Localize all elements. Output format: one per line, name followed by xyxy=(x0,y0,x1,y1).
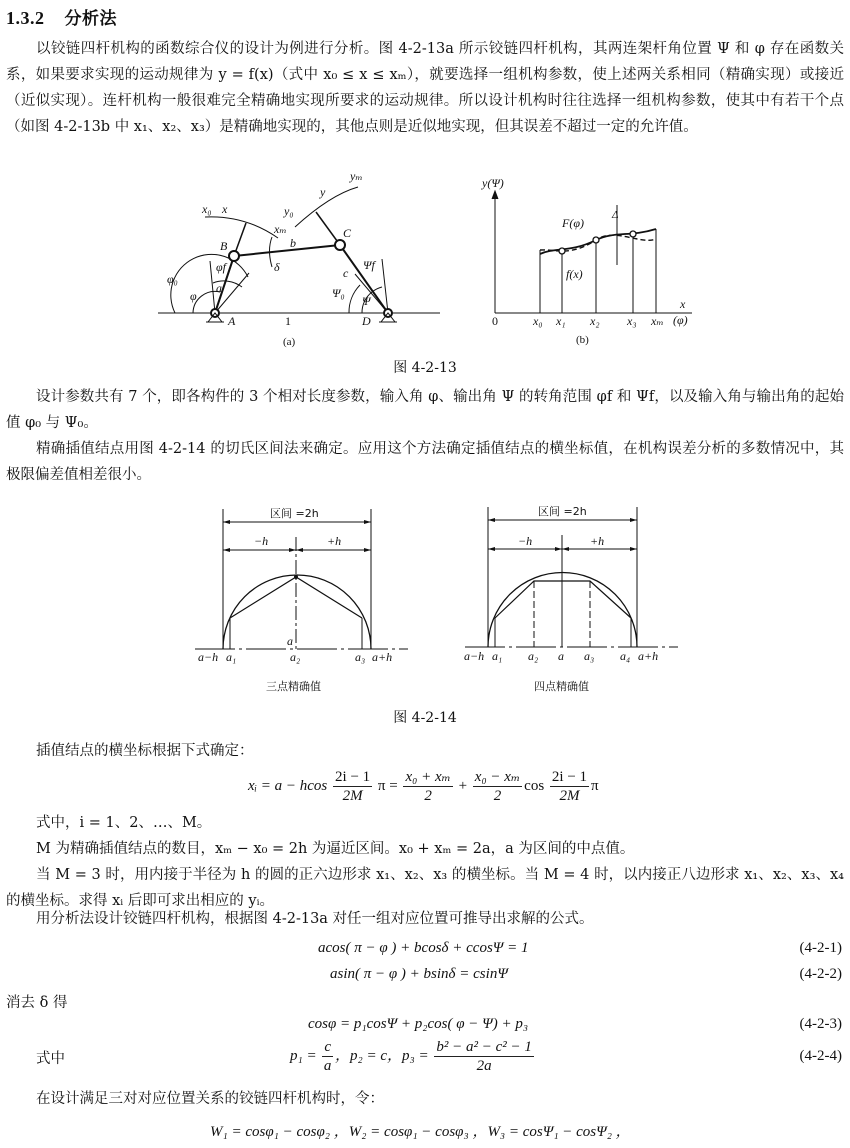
equation-W: W₁ = cosφ₁ − cosφ₂ ，W₂ = cosφ₁ − cosφ₃ ，W₃ = cosΨ₁ − cosΨ₂ ， xyxy=(210,1124,631,1140)
label-A: A xyxy=(228,314,236,328)
figure-4-2-13a xyxy=(150,165,450,355)
label-phif: φf xyxy=(216,260,226,274)
label-x: x xyxy=(222,202,228,216)
label-xaxis: x xyxy=(680,297,686,311)
label-ym: yₘ xyxy=(350,169,363,183)
equation-number-4-2-4: (4-2-4) xyxy=(799,1048,842,1064)
tick-a-plus-h: a+h xyxy=(372,650,393,664)
paragraph-nodes-intro: 插值结点的横坐标根据下式确定： xyxy=(36,743,254,759)
section-title: 分析法 xyxy=(64,9,117,29)
equation-number-4-2-2: (4-2-2) xyxy=(799,966,842,982)
tick-a-minus-h: a−h xyxy=(464,649,485,663)
sublabel-b: (b) xyxy=(576,334,589,346)
figure-13-caption: 图 4-2-13 xyxy=(393,360,457,376)
equation-number-4-2-3: (4-2-3) xyxy=(799,1016,842,1032)
link-c-ext xyxy=(316,212,340,245)
label-C: C xyxy=(343,226,352,240)
label-D: D xyxy=(362,314,371,328)
tick-a-minus-h: a−h xyxy=(198,650,219,664)
label-interval: 区间 =2h xyxy=(538,505,587,518)
psi0-arc xyxy=(349,285,360,313)
tick-a-plus-h: a+h xyxy=(638,649,659,663)
tick-a2: a₂ xyxy=(290,650,301,664)
link-b xyxy=(234,245,340,256)
label-plus-h: +h xyxy=(590,534,605,548)
ref-line xyxy=(210,261,215,313)
label-b: b xyxy=(290,236,296,250)
label-xm: xₘ xyxy=(651,314,664,328)
node-x2 xyxy=(593,237,599,243)
label-delta: Δ xyxy=(612,209,619,221)
psif-arc xyxy=(372,287,382,292)
tick-a3: a₃ xyxy=(584,649,595,663)
label-plus-h: +h xyxy=(327,534,342,548)
paragraph-eliminate-delta: 消去 δ 得 xyxy=(6,995,68,1011)
figure-14-caption: 图 4-2-14 xyxy=(393,710,457,726)
node-x1 xyxy=(559,248,565,254)
figure-4-2-13b xyxy=(470,165,700,355)
label-delta: δ xyxy=(274,260,280,274)
label-phi0: φ₀ xyxy=(167,272,178,286)
label-yaxis: y(Ψ) xyxy=(482,176,504,190)
tick-a2: a₂ xyxy=(528,649,539,663)
paragraph-where-i: 式中，i = 1、2、…、M。 xyxy=(36,815,212,831)
figure-4-2-14-left xyxy=(180,495,420,700)
section-number: 1.3.2 xyxy=(6,8,45,28)
label-psif: Ψf xyxy=(363,258,375,272)
tick-a3: a₃ xyxy=(355,650,366,664)
label-F: F(φ) xyxy=(562,216,584,230)
tick-a4: a₄ xyxy=(620,649,631,663)
label-c: c xyxy=(343,266,349,280)
label-x3: x₃ xyxy=(627,314,637,328)
label-psi0: Ψ₀ xyxy=(332,286,345,300)
label-where: 式中 xyxy=(36,1051,65,1067)
label-xaxis2: (φ) xyxy=(673,313,688,327)
label-x1: x₁ xyxy=(556,314,566,328)
tick-a1: a₁ xyxy=(492,649,503,663)
label-psi: Ψ xyxy=(362,294,371,308)
paragraph-M-cases: 当 M = 3 时，用内接于半径为 h 的圆的正六边形求 x₁、x₂、x₃ 的横坐标。当 M = 4 时，以内接正八边形求 x₁、x₂、x₃、x₄ 的横坐标。求得 xᵢ 后即可求出相应的 yᵢ。 xyxy=(6,867,844,909)
figure-4-2-14-right xyxy=(450,495,690,700)
label-minus-h: −h xyxy=(518,534,533,548)
paragraph-M-definition: M 为精确插值结点的数目，xₘ − x₀ = 2h 为逼近区间。x₀ + xₘ = 2a，a 为区间的中点值。 xyxy=(36,841,635,857)
label-x0: x₀ xyxy=(202,202,212,216)
paragraph-chebyshev: 精确插值结点用图 4-2-14 的切氏区间法来确定。应用这个方法确定插值结点的横坐标值，在机构误差分析的多数情况中，其极限偏差值相差很小。 xyxy=(6,441,844,483)
equation-xi: xᵢ = a − hcos $\frac{2i - 1}{2M}$ π = $\frac{\text{x₀ + xₘ}}{2}$ + $\frac{\text{x₀ − xₘ}}{2}$ cos $\frac{2i - 1}{2M}$ π xyxy=(248,769,599,804)
section-heading xyxy=(6,4,117,29)
paragraph-design-params: 设计参数共有 7 个，即各构件的 3 个相对长度参数，输入角 φ、输出角 Ψ 的转角范围 φf 和 Ψf，以及输入角与输出角的起始值 φ₀ 与 Ψ₀。 xyxy=(6,389,844,431)
label-a: a xyxy=(216,281,222,295)
tick-a1: a₁ xyxy=(226,650,237,664)
label-x0: x₀ xyxy=(533,314,543,328)
semicircle xyxy=(223,575,371,649)
label-origin: 0 xyxy=(492,314,498,328)
equation-4-2-2: asin( π − φ ) + bsinδ = csinΨ xyxy=(330,966,508,982)
equation-4-2-4: p₁ = $\frac{c}{a}$ ，p₂ = c，p₃ = $\frac{\text{b² − a² − c² − 1}}{2a}$ xyxy=(290,1039,532,1074)
paragraph-analytic-design: 用分析法设计铰链四杆机构，根据图 4-2-13a 对任一组对应位置可推导出求解的公式。 xyxy=(36,911,594,927)
tick-a: a xyxy=(558,649,564,663)
equation-4-2-3: cosφ = p₁cosΨ + p₂cos( φ − Ψ) + p₃ xyxy=(308,1016,529,1032)
paragraph-three-positions: 在设计满足三对对应位置关系的铰链四杆机构时，令： xyxy=(36,1091,384,1107)
label-interval: 区间 =2h xyxy=(270,507,319,520)
label-B: B xyxy=(220,239,228,253)
label-xm: xₘ xyxy=(274,222,287,236)
subtitle-four-point: 四点精确值 xyxy=(534,680,589,693)
label-f: f(x) xyxy=(566,267,583,281)
scale-y xyxy=(295,187,358,227)
label-minus-h: −h xyxy=(254,534,269,548)
node-x3 xyxy=(630,231,636,237)
sublabel-a: (a) xyxy=(283,336,296,348)
c-ref xyxy=(355,274,388,313)
joint-B xyxy=(229,251,239,261)
subtitle-three-point: 三点精确值 xyxy=(266,680,321,693)
equation-4-2-1: acos( π − φ ) + bcosδ + ccosΨ = 1 xyxy=(318,940,529,956)
equation-number-4-2-1: (4-2-1) xyxy=(799,940,842,956)
label-one: 1 xyxy=(285,314,291,328)
label-x2: x₂ xyxy=(590,314,600,328)
label-y0: y₀ xyxy=(284,204,294,218)
octagon-chords xyxy=(495,581,631,618)
label-phi: φ xyxy=(190,289,197,303)
paragraph-intro: 以铰链四杆机构的函数综合仪的设计为例进行分析。图 4-2-13a 所示铰链四杆机构，其两连架杆角位置 Ψ 和 φ 存在函数关系，如果要求实现的运动规律为 y = f(x)（式中 x₀ ≤ x ≤ xₘ），就要选择一组机构参数，使上述两关系相同（精确实现）或接近（近似实现）。连杆机构一般很难完全精确地实现所要求的运动规律。所以设计机构时往往选择一组机构参数，使其中有若干个点（如图 4-2-13b 中 x₁、x₂、x₃）是精确地实现的，其他点则是近似地实现，但其误差不超过一定的允许值。 xyxy=(6,41,844,135)
label-y: y xyxy=(320,185,326,199)
label-center-a: a xyxy=(287,634,293,648)
joint-C xyxy=(335,240,345,250)
